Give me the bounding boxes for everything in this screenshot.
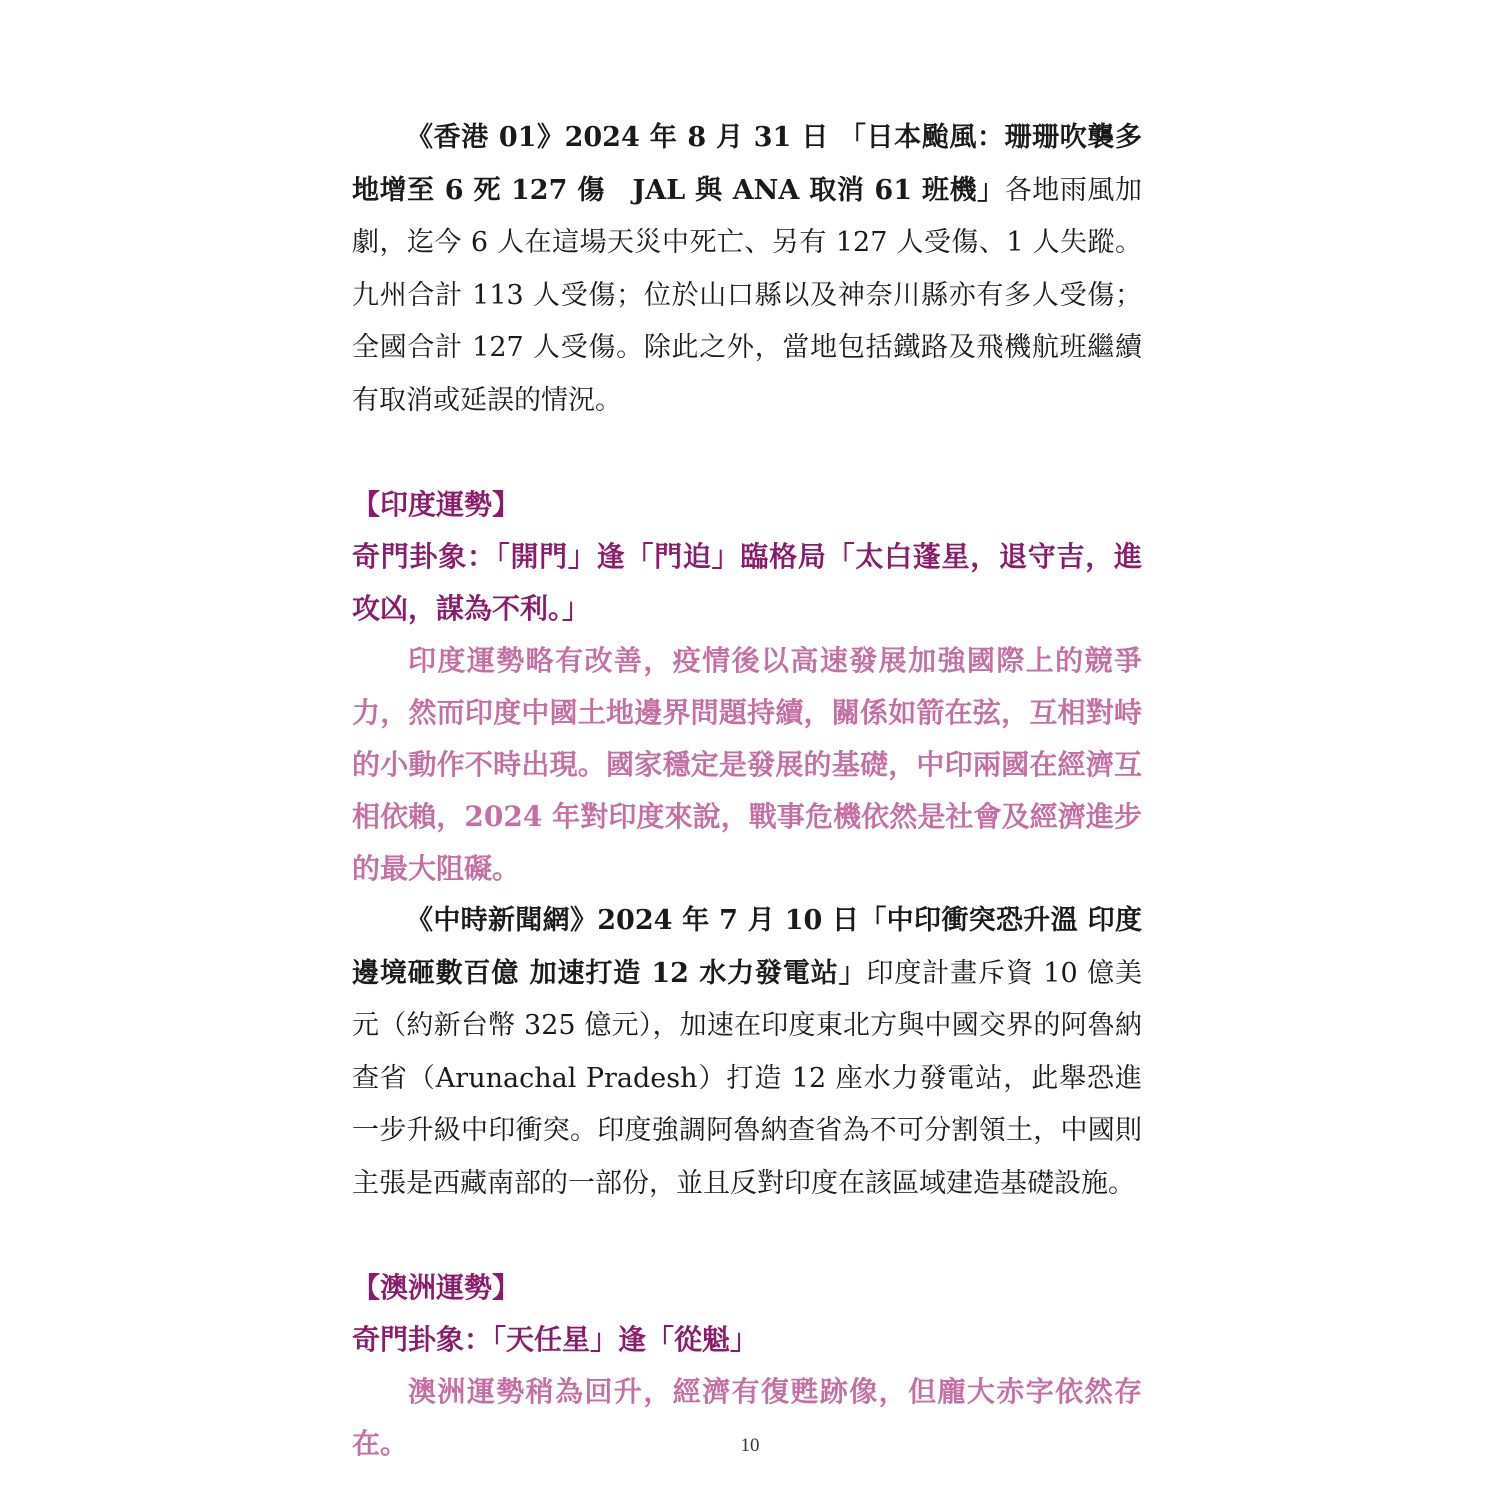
section-heading-australia: 【澳洲運勢】 <box>352 1271 521 1304</box>
news-paragraph-hk01 <box>352 112 1142 427</box>
page-number: 10 <box>740 1435 760 1456</box>
page-content <box>352 112 1142 1470</box>
section-heading-india: 【印度運勢】 <box>352 488 521 521</box>
news-body-chinatimes: 印度計畫斥資 10 億美元（約新台幣 325 億元），加速在印度東北方與中國交界的阿魯納查省（Arunachal Pradesh）打造 12 座水力發電站，此舉恐進一步升級中印衝突。印度強調阿魯納查省為不可分割領土，中國則主張是西藏南部的一部份，並且反對印度在該區域建造基礎設施。 <box>352 957 1142 1199</box>
fortune-text-india: 印度運勢略有改善，疫情後以高速發展加強國際上的競爭力，然而印度中國土地邊界問題持續，關係如箭在弦，互相對峙的小動作不時出現。國家穩定是發展的基礎，中印兩國在經濟互相依賴，2024 年對印度來說，戰事危機依然是社會及經濟進步的最大阻礙。 <box>352 644 1142 885</box>
qimen-gua-india: 奇門卦象：「開門」逢「門迫」臨格局「太白蓬星，退守吉，進攻凶，謀為不利。」 <box>352 540 1142 625</box>
news-body-hk01: 各地雨風加劇，迄今 6 人在這場天災中死亡、另有 127 人受傷、1 人失蹤。九州合計 113 人受傷；位於山口縣以及神奈川縣亦有多人受傷；全國合計 127 人受傷。除此之外，當地包括鐵路及飛機航班繼續有取消或延誤的情況。 <box>352 174 1143 416</box>
section-gap <box>352 427 1142 479</box>
news-paragraph-chinatimes <box>352 895 1142 1210</box>
section-gap <box>352 1210 1142 1262</box>
news-source-hk01: 《香港 01》2024 年 8 月 31 日 「日本颱風：珊珊吹襲多地增至 6 死 127 傷 JAL 與 ANA 取消 61 班機」 <box>352 122 1142 206</box>
fortune-text-australia: 澳洲運勢稍為回升，經濟有復甦跡像，但龐大赤字依然存在。 <box>352 1375 1142 1460</box>
news-source-chinatimes: 《中時新聞網》2024 年 7 月 10 日「中印衝突恐升溫 印度邊境砸數百億 加速打造 12 水力發電站」 <box>352 905 1142 989</box>
qimen-gua-australia: 奇門卦象：「天任星」逢「從魁」 <box>352 1323 759 1356</box>
